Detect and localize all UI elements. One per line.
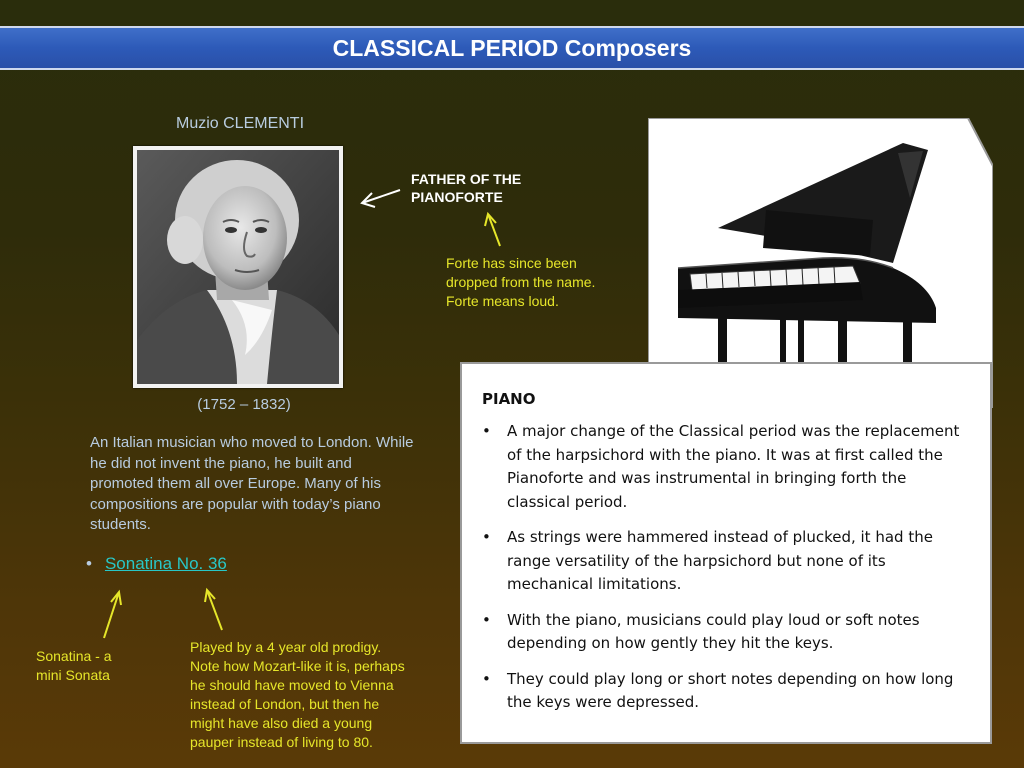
prodigy-line-3: he should have moved to Vienna [190,677,394,693]
prodigy-line-6: pauper instead of living to 80. [190,734,373,750]
father-line-1: FATHER OF THE [411,171,522,187]
piano-info-card [460,362,992,744]
portrait-image [137,150,339,384]
slide-title-bar [0,26,1024,70]
forte-note [446,254,595,311]
father-of-pianoforte-note [411,170,521,206]
piano-info-bullet: • With the piano, musicians could play loud or soft notes depending on how gently they hit the keys. [482,609,970,656]
arrow-to-link-from-sonatina-icon [104,592,121,638]
forte-line-1: Forte has since been [446,255,577,271]
composer-portrait [133,146,343,388]
bullet-marker: • [86,554,92,573]
father-line-2: PIANOFORTE [411,189,503,205]
prodigy-line-2: Note how Mozart-like it is, perhaps [190,658,405,674]
piano-info-heading: PIANO [482,390,536,408]
composer-name: Muzio CLEMENTI [175,115,305,132]
piano-info-bullet: • They could play long or short notes depending on how long the keys were depressed. [482,668,970,715]
sonatina-line-2: mini Sonata [36,667,110,683]
forte-line-3: Forte means loud. [446,293,559,309]
arrow-to-portrait-icon [362,190,400,207]
composer-lifespan: (1752 – 1832) [197,396,291,413]
forte-line-2: dropped from the name. [446,274,596,290]
sonatina-line-1: Sonatina - a [36,648,112,664]
prodigy-note [190,638,405,752]
composer-bio: An Italian musician who moved to London. While he did not invent the piano, he built and promoted them all over Europe. Many of his compositions are popular with today’s piano students. [90,434,414,533]
sonatina-definition-note [36,647,112,685]
piano-info-bullet: • A major change of the Classical period was the replacement of the harpsichord with the piano. It was at first called the Pianoforte and was instrumental in bringing forth the classical period. [482,420,970,514]
slide-title: CLASSICAL PERIOD Composers [332,34,692,61]
arrow-to-link-from-prodigy-icon [205,590,222,630]
sonatina-link[interactable]: Sonatina No. 36 [104,554,227,573]
piano-info-bullet: • As strings were hammered instead of plucked, it had the range versatility of the harpsichord but none of its mechanical limitations. [482,526,970,597]
prodigy-line-1: Played by a 4 year old prodigy. [190,639,382,655]
sonatina-list-item [86,554,227,574]
arrow-to-father-note-icon [485,214,500,246]
prodigy-line-5: might have also died a young [190,715,373,731]
piano-info-list [482,420,970,715]
prodigy-line-4: instead of London, but then he [190,696,380,712]
